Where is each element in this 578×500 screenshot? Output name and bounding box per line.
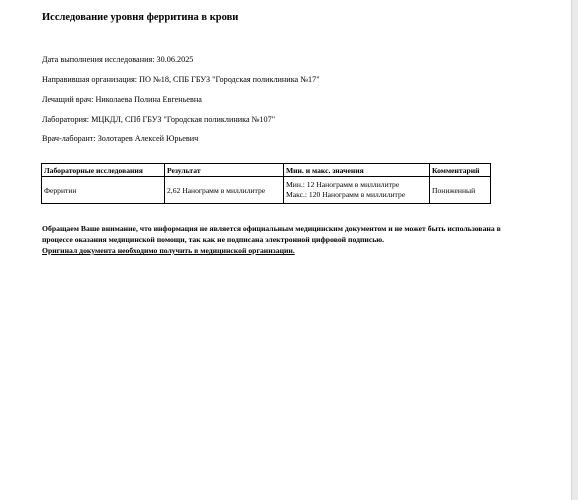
- laboratory: Лаборатория: МЦКДЛ, СПб ГБУЗ "Городская поликлиника №107": [42, 115, 276, 124]
- results-table: [41, 163, 491, 204]
- range-min: Мин.: 12 Нанограмм в миллилитре: [286, 180, 400, 189]
- header-range: Мин. и макс. значения: [284, 164, 430, 177]
- disclaimer-original-note: Оригинал документа необходимо получить в медицинской организации.: [42, 246, 295, 255]
- disclaimer-text: Обращаем Ваше внимание, что информация не является официальным медицинским документом и не может быть использована в процессе оказания медицинской помощи, так как не подписана электронной цифровой подписью.: [42, 224, 501, 244]
- document-title: Исследование уровня ферритина в крови: [42, 12, 239, 23]
- cell-range: [284, 177, 430, 204]
- disclaimer-notice: [42, 223, 532, 256]
- cell-test-name: Ферритин: [42, 177, 165, 204]
- range-max: Макс.: 120 Нанограмм в миллилитре: [286, 190, 406, 199]
- test-date: Дата выполнения исследования: 30.06.2025: [42, 55, 194, 64]
- lab-doctor: Врач-лаборант: Золотарев Алексей Юрьевич: [42, 134, 199, 143]
- cell-comment: Пониженный: [430, 177, 491, 204]
- header-comment: Комментарий: [430, 164, 491, 177]
- cell-result: 2,62 Нанограмм в миллилитре: [165, 177, 284, 204]
- table-row: [42, 177, 491, 204]
- attending-doctor: Лечащий врач: Николаева Полина Евгеньевна: [42, 95, 202, 104]
- table-header-row: [42, 164, 491, 177]
- header-result: Результат: [165, 164, 284, 177]
- referring-organization: Направившая организация: ПО №18, СПБ ГБУЗ "Городская поликлиника №17": [42, 75, 320, 84]
- header-tests: Лабораторные исследования: [42, 164, 165, 177]
